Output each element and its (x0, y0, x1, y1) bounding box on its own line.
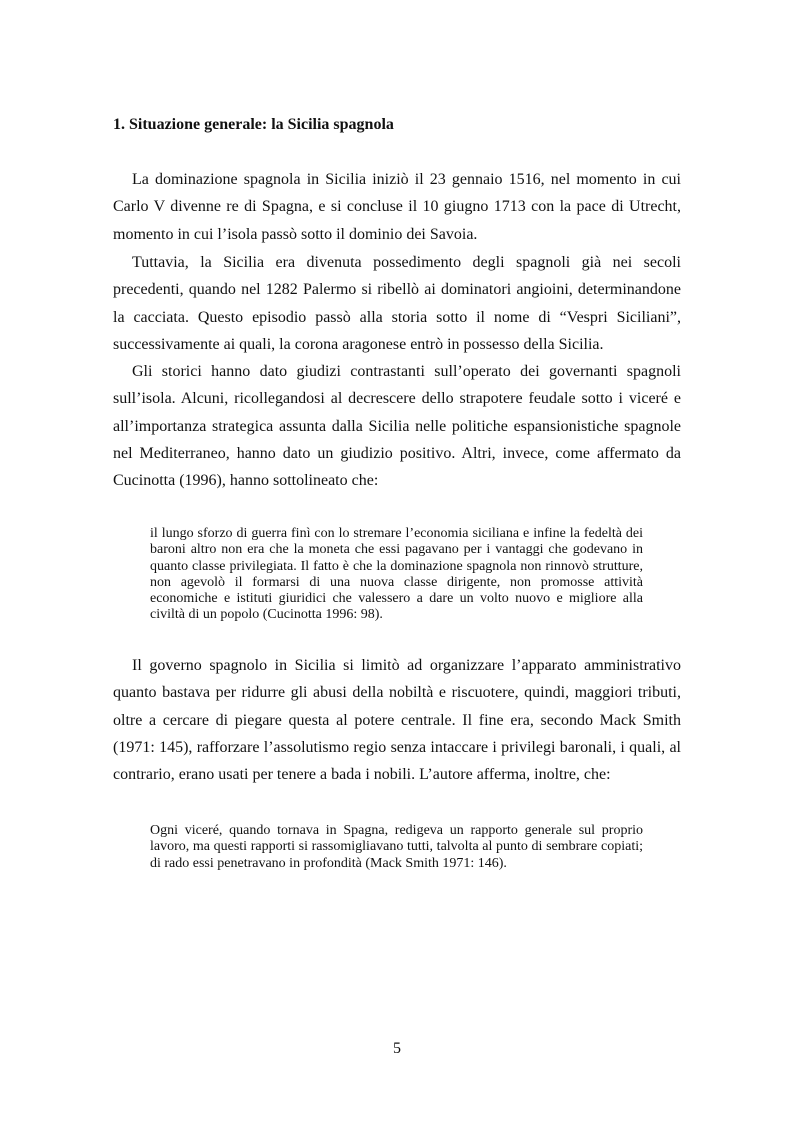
body-paragraph: Tuttavia, la Sicilia era divenuta possedimento degli spagnoli già nei secoli precedenti, quando nel 1282 Palermo si ribellò ai dominatori angioini, determinandone la cacciata. Questo episodio passò alla storia sotto il nome di “Vespri Siciliani”, successivamente ai quali, la corona aragonese entrò in possesso della Sicilia. (113, 254, 681, 353)
body-paragraph: La dominazione spagnola in Sicilia iniziò il 23 gennaio 1516, nel momento in cui Carlo V divenne re di Spagna, e si concluse il 10 giugno 1713 con la pace di Utrecht, momento in cui l’isola passò sotto il dominio dei Savoia. (113, 171, 681, 243)
section-heading: 1. Situazione generale: la Sicilia spagnola (113, 116, 394, 133)
block-quote-cucinotta: il lungo sforzo di guerra finì con lo stremare l’economia siciliana e infine la fedeltà dei baroni altro non era che la moneta che essi pagavano per i vantaggi che godevano in quanto classe privilegiata. Il fatto è che la dominazione spagnola non rinnovò strutture, non agevolò il formarsi di una nuova classe dirigente, non promosse attività economiche e istituti giuridici che valessero a dare un volto nuovo e migliore alla civiltà di un popolo (Cucinotta 1996: 98). (150, 526, 643, 623)
body-paragraph: Gli storici hanno dato giudizi contrastanti sull’operato dei governanti spagnoli sull’isola. Alcuni, ricollegandosi al decrescere dello strapotere feudale sotto i viceré e all’importanza strategica assunta dalla Sicilia nelle politiche espansionistiche spagnole nel Mediterraneo, hanno dato un giudizio positivo. Altri, invece, come affermato da Cucinotta (1996), hanno sottolineato che: (113, 363, 681, 490)
page-number: 5 (393, 1040, 401, 1057)
block-quote-mack-smith: Ogni viceré, quando tornava in Spagna, redigeva un rapporto generale sul proprio lavoro, ma questi rapporti si rassomigliavano tutti, talvolta al punto di sembrare copiati; di rado essi penetravano in profondità (Mack Smith 1971: 146). (150, 823, 643, 871)
body-paragraph: Il governo spagnolo in Sicilia si limitò ad organizzare l’apparato amministrativo quanto bastava per ridurre gli abusi della nobiltà e riscuotere, quindi, maggiori tributi, oltre a cercare di piegare questa al potere centrale. Il fine era, secondo Mack Smith (1971: 145), rafforzare l’assolutismo regio senza intaccare i privilegi baronali, i quali, al contrario, erano usati per tenere a bada i nobili. L’autore afferma, inoltre, che: (113, 657, 681, 784)
